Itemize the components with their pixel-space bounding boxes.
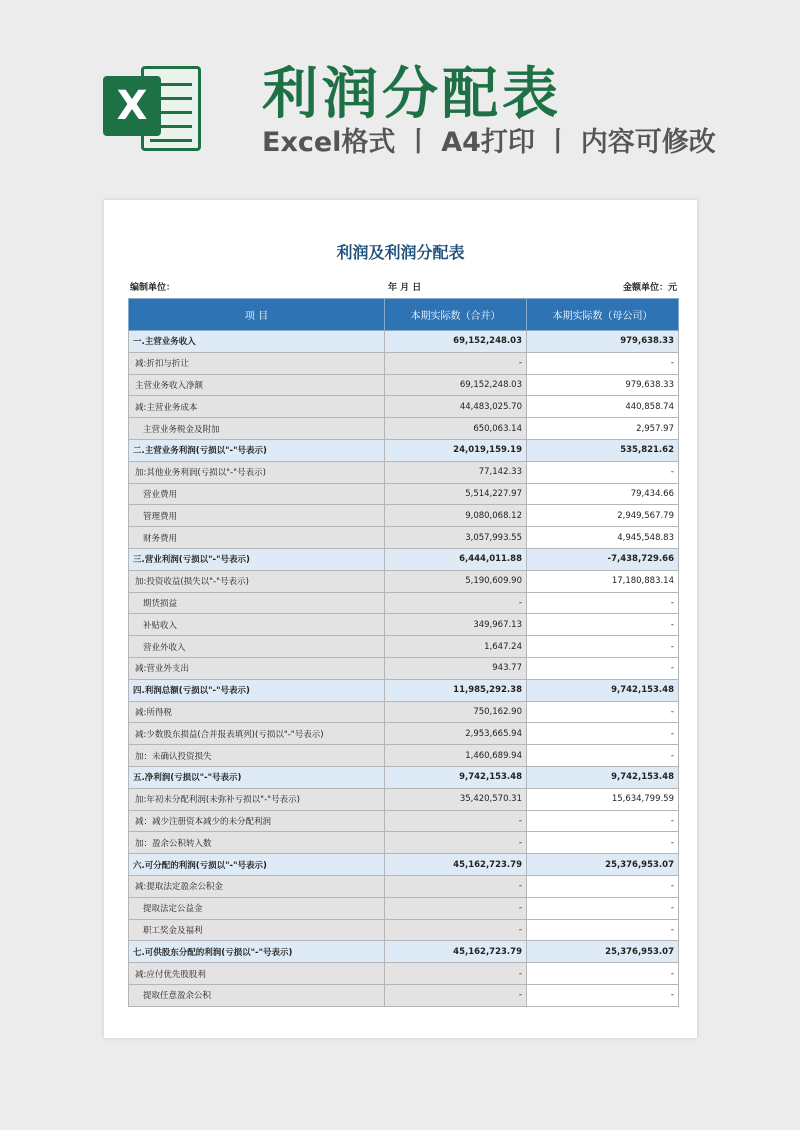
cell-parent[interactable]: -: [527, 897, 679, 919]
table-row: [129, 701, 679, 723]
document-page: [104, 200, 697, 1038]
cell-consolidated[interactable]: -: [385, 897, 527, 919]
cell-item[interactable]: 财务费用: [129, 527, 385, 549]
cell-item[interactable]: 加:年初未分配利润(未弥补亏损以"-"号表示): [129, 788, 385, 810]
cell-parent[interactable]: 4,945,548.83: [527, 527, 679, 549]
cell-parent[interactable]: -: [527, 461, 679, 483]
cell-item[interactable]: 管理费用: [129, 505, 385, 527]
cell-parent[interactable]: -: [527, 701, 679, 723]
table-row: [129, 941, 679, 963]
cell-parent[interactable]: -: [527, 614, 679, 636]
table-row: [129, 897, 679, 919]
cell-consolidated[interactable]: 44,483,025.70: [385, 396, 527, 418]
table-row: [129, 854, 679, 876]
cell-consolidated[interactable]: -: [385, 832, 527, 854]
table-row: [129, 418, 679, 440]
cell-parent[interactable]: -7,438,729.66: [527, 548, 679, 570]
cell-parent[interactable]: 9,742,153.48: [527, 679, 679, 701]
table-row: [129, 527, 679, 549]
cell-parent[interactable]: -: [527, 745, 679, 767]
cell-item[interactable]: 一.主营业务收入: [129, 331, 385, 353]
cell-item[interactable]: 七.可供股东分配的利润(亏损以"-"号表示): [129, 941, 385, 963]
table-row: [129, 439, 679, 461]
cell-consolidated[interactable]: -: [385, 352, 527, 374]
excel-x-letter: X: [103, 76, 161, 136]
cell-item[interactable]: 三.营业利润(亏损以"-"号表示): [129, 548, 385, 570]
header-item: 项 目: [129, 299, 385, 331]
cell-item[interactable]: 提取任意盈余公积: [129, 984, 385, 1006]
cell-parent[interactable]: 9,742,153.48: [527, 766, 679, 788]
date-label: 年 月 日: [388, 283, 422, 293]
cell-consolidated[interactable]: 11,985,292.38: [385, 679, 527, 701]
cell-consolidated[interactable]: 5,190,609.90: [385, 570, 527, 592]
table-row: [129, 723, 679, 745]
cell-consolidated[interactable]: -: [385, 984, 527, 1006]
table-row: [129, 636, 679, 658]
cell-consolidated[interactable]: 1,647.24: [385, 636, 527, 658]
document-title: 利润及利润分配表: [336, 243, 465, 262]
cell-parent[interactable]: 15,634,799.59: [527, 788, 679, 810]
cell-parent[interactable]: -: [527, 875, 679, 897]
header-parent: 本期实际数（母公司）: [527, 299, 679, 331]
cell-consolidated[interactable]: 9,742,153.48: [385, 766, 527, 788]
table-row: [129, 374, 679, 396]
cell-item[interactable]: 减：减少注册资本减少的未分配利润: [129, 810, 385, 832]
profit-distribution-table: [128, 298, 679, 1007]
excel-logo-icon: [103, 62, 201, 155]
cell-consolidated[interactable]: 2,953,665.94: [385, 723, 527, 745]
cell-consolidated[interactable]: -: [385, 919, 527, 941]
cell-consolidated[interactable]: 750,162.90: [385, 701, 527, 723]
hero-title: 利润分配表: [262, 62, 562, 127]
cell-parent[interactable]: 2,957.97: [527, 418, 679, 440]
table-row: [129, 963, 679, 985]
cell-item[interactable]: 提取法定公益金: [129, 897, 385, 919]
cell-parent[interactable]: -: [527, 592, 679, 614]
hero-subtitle: Excel格式 丨 A4打印 丨 内容可修改: [262, 127, 716, 158]
cell-parent[interactable]: 440,858.74: [527, 396, 679, 418]
cell-item[interactable]: 加:其他业务利润(亏损以"-"号表示): [129, 461, 385, 483]
cell-consolidated[interactable]: 24,019,159.19: [385, 439, 527, 461]
cell-parent[interactable]: -: [527, 810, 679, 832]
cell-consolidated[interactable]: 77,142.33: [385, 461, 527, 483]
cell-parent[interactable]: -: [527, 832, 679, 854]
cell-item[interactable]: 二.主营业务利润(亏损以"-"号表示): [129, 439, 385, 461]
cell-item[interactable]: 营业费用: [129, 483, 385, 505]
cell-item[interactable]: 减:所得税: [129, 701, 385, 723]
table-row: [129, 810, 679, 832]
cell-parent[interactable]: 25,376,953.07: [527, 941, 679, 963]
cell-consolidated[interactable]: -: [385, 963, 527, 985]
cell-consolidated[interactable]: 1,460,689.94: [385, 745, 527, 767]
cell-consolidated[interactable]: 3,057,993.55: [385, 527, 527, 549]
table-row: [129, 505, 679, 527]
cell-parent[interactable]: 25,376,953.07: [527, 854, 679, 876]
cell-consolidated[interactable]: 45,162,723.79: [385, 854, 527, 876]
table-row: [129, 984, 679, 1006]
cell-parent[interactable]: 79,434.66: [527, 483, 679, 505]
table-row: [129, 548, 679, 570]
cell-item[interactable]: 加:投资收益(损失以"-"号表示): [129, 570, 385, 592]
cell-parent[interactable]: -: [527, 657, 679, 679]
table-row: [129, 875, 679, 897]
header-consolidated: 本期实际数（合并）: [385, 299, 527, 331]
table-row: [129, 919, 679, 941]
cell-item[interactable]: 减:主营业务成本: [129, 396, 385, 418]
cell-consolidated[interactable]: 69,152,248.03: [385, 331, 527, 353]
cell-item[interactable]: 五.净利润(亏损以"-"号表示): [129, 766, 385, 788]
table-row: [129, 679, 679, 701]
table-row: [129, 788, 679, 810]
table-row: [129, 766, 679, 788]
cell-consolidated[interactable]: 35,420,570.31: [385, 788, 527, 810]
cell-item[interactable]: 职工奖金及福利: [129, 919, 385, 941]
cell-item[interactable]: 减:提取法定盈余公积金: [129, 875, 385, 897]
cell-item[interactable]: 主营业务收入净额: [129, 374, 385, 396]
cell-item[interactable]: 六.可分配的利润(亏损以"-"号表示): [129, 854, 385, 876]
table-row: [129, 461, 679, 483]
cell-consolidated[interactable]: 69,152,248.03: [385, 374, 527, 396]
table-row: [129, 832, 679, 854]
compiler-label: 编制单位：: [130, 283, 176, 293]
table-row: [129, 396, 679, 418]
cell-parent[interactable]: -: [527, 723, 679, 745]
table-row: [129, 483, 679, 505]
unit-label: 金额单位：元: [622, 283, 677, 293]
cell-parent[interactable]: -: [527, 984, 679, 1006]
cell-item[interactable]: 减:营业外支出: [129, 657, 385, 679]
table-row: [129, 592, 679, 614]
cell-consolidated[interactable]: 5,514,227.97: [385, 483, 527, 505]
cell-item[interactable]: 减:应付优先股股利: [129, 963, 385, 985]
cell-consolidated[interactable]: -: [385, 810, 527, 832]
cell-parent[interactable]: -: [527, 352, 679, 374]
cell-consolidated[interactable]: -: [385, 592, 527, 614]
cell-item[interactable]: 补贴收入: [129, 614, 385, 636]
cell-parent[interactable]: 979,638.33: [527, 331, 679, 353]
cell-consolidated[interactable]: -: [385, 875, 527, 897]
cell-item[interactable]: 减:少数股东损益(合并报表填列)(亏损以"-"号表示): [129, 723, 385, 745]
table-header-row: [129, 299, 679, 331]
cell-consolidated[interactable]: 45,162,723.79: [385, 941, 527, 963]
cell-parent[interactable]: 979,638.33: [527, 374, 679, 396]
cell-parent[interactable]: -: [527, 636, 679, 658]
cell-item[interactable]: 期货损益: [129, 592, 385, 614]
cell-item[interactable]: 营业外收入: [129, 636, 385, 658]
table-row: [129, 614, 679, 636]
cell-item[interactable]: 加：盈余公积转入数: [129, 832, 385, 854]
cell-consolidated[interactable]: 6,444,011.88: [385, 548, 527, 570]
cell-parent[interactable]: 535,821.62: [527, 439, 679, 461]
cell-consolidated[interactable]: 349,967.13: [385, 614, 527, 636]
cell-parent[interactable]: 2,949,567.79: [527, 505, 679, 527]
table-row: [129, 352, 679, 374]
cell-parent[interactable]: -: [527, 963, 679, 985]
cell-parent[interactable]: 17,180,883.14: [527, 570, 679, 592]
table-body: [129, 331, 679, 1007]
table-row: [129, 657, 679, 679]
cell-consolidated[interactable]: 9,080,068.12: [385, 505, 527, 527]
table-row: [129, 570, 679, 592]
table-row: [129, 745, 679, 767]
cell-item[interactable]: 加：未确认投资损失: [129, 745, 385, 767]
cell-consolidated[interactable]: 650,063.14: [385, 418, 527, 440]
cell-item[interactable]: 主营业务税金及附加: [129, 418, 385, 440]
cell-consolidated[interactable]: 943.77: [385, 657, 527, 679]
cell-item[interactable]: 减:折扣与折让: [129, 352, 385, 374]
table-row: [129, 331, 679, 353]
cell-item[interactable]: 四.利润总额(亏损以"-"号表示): [129, 679, 385, 701]
cell-parent[interactable]: -: [527, 919, 679, 941]
